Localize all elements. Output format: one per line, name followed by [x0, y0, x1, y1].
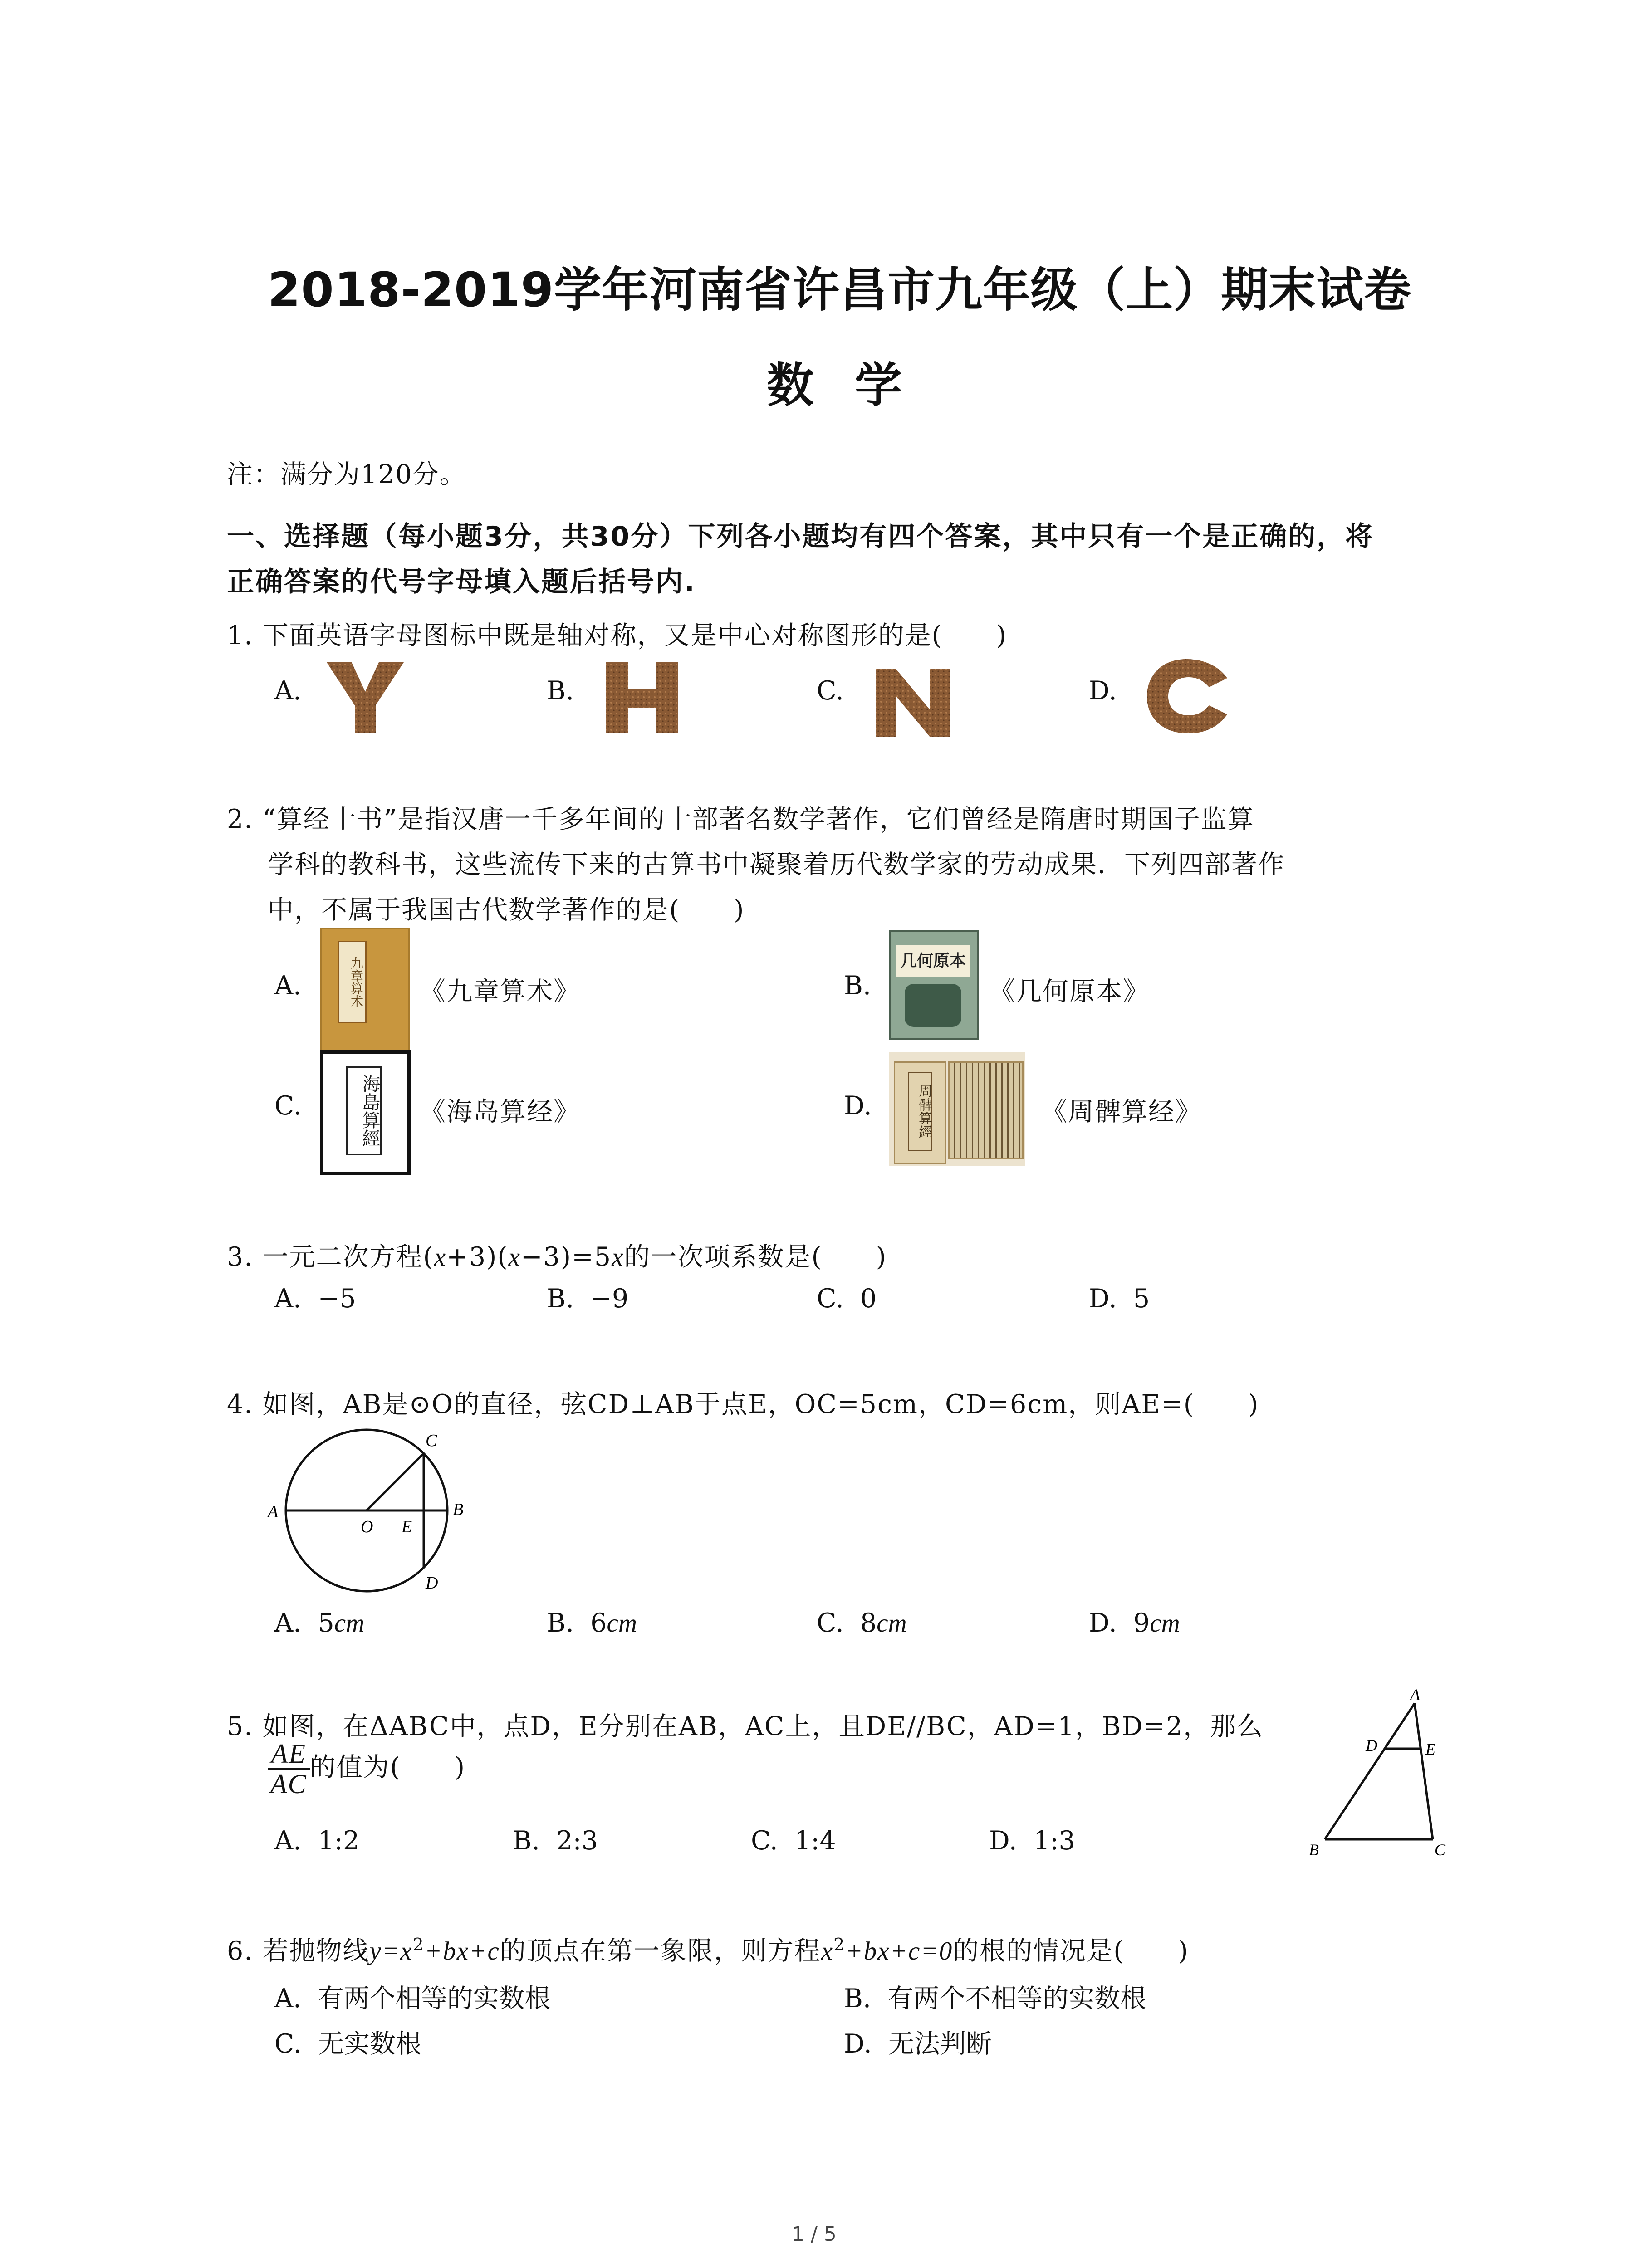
- q5-option-a: [274, 1826, 359, 1856]
- q3-option-label: D.: [1089, 1284, 1117, 1314]
- book-cover-zhoubi: [889, 1052, 1025, 1166]
- q6-equation: x: [821, 1937, 834, 1965]
- q6-option-a: [274, 1978, 551, 2015]
- q2-option-b-text: 《几何原本》: [989, 977, 1150, 1007]
- q4-option-value: 5: [318, 1608, 334, 1638]
- q6-option-label: A.: [274, 1984, 302, 2014]
- q4-option-label: D.: [1089, 1608, 1117, 1638]
- label-c: C: [1435, 1841, 1446, 1859]
- q2-option-d-label: D.: [844, 1091, 872, 1121]
- book-cover-jihe: [889, 930, 979, 1040]
- q5-triangle-figure: [1307, 1687, 1461, 1860]
- letter-n-icon: [869, 662, 955, 742]
- q1-stem: 1. 下面英语字母图标中既是轴对称，又是中心对称图形的是( ): [227, 621, 1007, 650]
- q5-option-value: 2:3: [556, 1826, 598, 1856]
- q4-option-label: B.: [547, 1608, 574, 1638]
- label-e: E: [402, 1517, 412, 1536]
- q1-option-a-label: A.: [274, 676, 302, 706]
- book-open-page: [948, 1061, 1024, 1159]
- q2-option-a-text: 《九章算术》: [420, 977, 580, 1007]
- q4-option-unit: cm: [607, 1609, 637, 1637]
- fraction-denominator: AC: [270, 1769, 307, 1799]
- q5-fraction-line: [268, 1740, 465, 1799]
- q3-option-d: [1089, 1284, 1150, 1314]
- book-cover-title: 周髀算經: [908, 1072, 932, 1151]
- label-b: B: [1309, 1841, 1319, 1859]
- book-cover-title: 几何原本: [896, 945, 970, 977]
- q6-equation: +bx+c=0: [845, 1937, 953, 1965]
- side-ac: [1415, 1703, 1433, 1839]
- q3-option-b: [547, 1284, 628, 1314]
- q3-stem-part: 3. 一元二次方程(: [227, 1242, 434, 1272]
- label-d: D: [1366, 1736, 1377, 1755]
- label-o: O: [361, 1517, 373, 1536]
- book-cover-title: 九章算术: [338, 941, 367, 1023]
- book-cover-illustration: [905, 984, 961, 1027]
- q2-stem-line1: 2. “算经十书”是指汉唐一千多年间的十部著名数学著作，它们曾经是隋唐时期国子监算: [227, 804, 1254, 834]
- q3-option-value: −5: [318, 1284, 356, 1314]
- letter-y-icon: [322, 658, 408, 737]
- q5-stem-tail: 的值为( ): [309, 1752, 466, 1783]
- q3-var-x: x: [612, 1243, 624, 1271]
- label-b: B: [453, 1500, 464, 1519]
- q6-option-c: [274, 2023, 421, 2060]
- letter-c-icon: [1143, 655, 1234, 737]
- q3-stem: [227, 1236, 887, 1273]
- q5-option-label: D.: [989, 1826, 1017, 1856]
- q4-option-unit: cm: [877, 1609, 907, 1637]
- q1-option-c-label: C.: [817, 676, 844, 706]
- book-cover-title: 海島算經: [346, 1066, 382, 1155]
- q2-option-d-text: 《周髀算经》: [1041, 1097, 1202, 1127]
- q4-option-a: [274, 1608, 364, 1638]
- q6-stem-part: 的顶点在第一象限，则方程: [500, 1936, 821, 1966]
- q6-option-label: D.: [844, 2029, 872, 2059]
- q6-stem-part: 6. 若抛物线: [227, 1936, 370, 1966]
- q3-var-x: x: [434, 1243, 447, 1271]
- letter-h-icon: [599, 658, 685, 737]
- q6-option-text: 有两个相等的实数根: [318, 1984, 551, 2014]
- q3-stem-part: +3)(: [446, 1242, 509, 1272]
- q4-option-value: 6: [590, 1608, 607, 1638]
- q4-stem: 4. 如图，AB是⊙O的直径，弦CD⊥AB于点E，OC=5cm，CD=6cm，则AE=( ): [227, 1389, 1259, 1419]
- q4-circle-figure: [263, 1420, 490, 1601]
- q5-option-label: B.: [513, 1826, 540, 1856]
- q6-option-text: 无法判断: [888, 2029, 992, 2059]
- q3-option-value: −9: [590, 1284, 629, 1314]
- q3-option-value: 5: [1133, 1284, 1150, 1314]
- q5-option-label: A.: [274, 1826, 302, 1856]
- q2-stem-line3: 中，不属于我国古代数学著作的是( ): [268, 895, 745, 925]
- subject-title: 数学: [767, 357, 943, 413]
- q6-option-text: 有两个不相等的实数根: [887, 1984, 1146, 2014]
- q6-option-label: C.: [274, 2029, 302, 2059]
- side-ab: [1325, 1703, 1415, 1839]
- label-c: C: [426, 1431, 437, 1450]
- q5-option-value: 1:4: [794, 1826, 836, 1856]
- label-e: E: [1425, 1740, 1435, 1758]
- q4-option-d: [1089, 1608, 1180, 1638]
- q6-option-b: [844, 1978, 1146, 2015]
- q6-exponent: 2: [833, 1935, 846, 1955]
- label-a: A: [268, 1502, 279, 1521]
- q4-option-unit: cm: [334, 1609, 365, 1637]
- q4-option-c: [817, 1608, 907, 1638]
- q3-var-x: x: [508, 1243, 521, 1271]
- q3-option-value: 0: [860, 1284, 877, 1314]
- q6-stem: [227, 1930, 1189, 1967]
- q1-option-b-label: B.: [547, 676, 574, 706]
- q3-stem-part: 的一次项系数是( ): [624, 1242, 887, 1272]
- exam-title: 2018-2019学年河南省许昌市九年级（上）期末试卷: [268, 262, 1412, 318]
- q5-option-c: [751, 1826, 836, 1856]
- radius-oc: [367, 1453, 424, 1510]
- section1-instruction-line1: 一、选择题（每小题3分，共30分）下列各小题均有四个答案，其中只有一个是正确的，将: [227, 521, 1374, 552]
- q4-option-b: [547, 1608, 637, 1638]
- q2-option-c-label: C.: [274, 1091, 302, 1121]
- q6-exponent: 2: [412, 1935, 425, 1955]
- fraction-ae-over-ac: [268, 1740, 310, 1799]
- q5-option-b: [513, 1826, 598, 1856]
- q2-option-b-label: B.: [844, 971, 872, 1001]
- label-a: A: [1410, 1687, 1420, 1704]
- q2-option-c-text: 《海岛算经》: [420, 1097, 580, 1127]
- q3-option-label: C.: [817, 1284, 844, 1314]
- q4-option-value: 9: [1133, 1608, 1150, 1638]
- q4-option-value: 8: [860, 1608, 877, 1638]
- book-cover-jiuzhang: [320, 928, 410, 1051]
- q3-option-a: [274, 1284, 356, 1314]
- q3-option-label: A.: [274, 1284, 302, 1314]
- q6-equation: +bx+c: [424, 1937, 500, 1965]
- label-d: D: [426, 1574, 438, 1593]
- book-cover-haidao: [320, 1050, 411, 1175]
- q6-option-text: 无实数根: [318, 2029, 421, 2059]
- q6-stem-part: 的根的情况是( ): [953, 1936, 1189, 1966]
- q2-stem-line2: 学科的教科书，这些流传下来的古算书中凝聚着历代数学家的劳动成果．下列四部著作: [268, 850, 1285, 880]
- section1-instruction-line2: 正确答案的代号字母填入题后括号内.: [227, 566, 696, 598]
- q6-option-d: [844, 2023, 992, 2060]
- q3-option-c: [817, 1284, 877, 1314]
- fraction-numerator: AE: [268, 1740, 310, 1770]
- q6-option-label: B.: [844, 1984, 872, 2014]
- score-note: 注：满分为120分。: [227, 459, 466, 489]
- q4-option-label: C.: [817, 1608, 844, 1638]
- q5-option-value: 1:3: [1034, 1826, 1075, 1856]
- q4-option-unit: cm: [1150, 1609, 1180, 1637]
- q5-option-value: 1:2: [318, 1826, 360, 1856]
- q5-option-d: [989, 1826, 1075, 1856]
- q5-option-label: C.: [751, 1826, 778, 1856]
- q5-stem: 5. 如图，在ΔABC中，点D，E分别在AB，AC上，且DE//BC，AD=1，BD=2，那么: [227, 1711, 1264, 1741]
- book-left-volume: [894, 1061, 946, 1164]
- q4-option-label: A.: [274, 1608, 302, 1638]
- q3-stem-part: −3)=5: [520, 1242, 612, 1272]
- q6-equation: y=x: [369, 1937, 413, 1965]
- q2-option-a-label: A.: [274, 971, 302, 1001]
- page-number: 1 / 5: [792, 2223, 837, 2246]
- q1-option-d-label: D.: [1089, 676, 1117, 706]
- q3-option-label: B.: [547, 1284, 574, 1314]
